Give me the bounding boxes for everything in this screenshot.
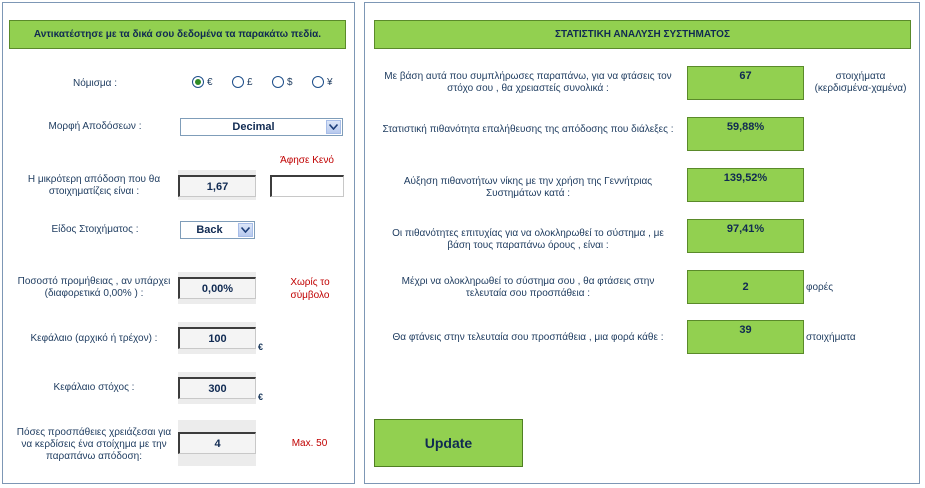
- leave-blank-note: Άφησε Κενό: [280, 155, 334, 166]
- max-note: Max. 50: [291, 438, 328, 449]
- target-input[interactable]: 300: [178, 377, 256, 399]
- bet-type-select[interactable]: Back: [180, 221, 255, 239]
- currency-label: Νόμισμα :: [72, 78, 118, 89]
- odds-format-select[interactable]: Decimal: [180, 118, 343, 136]
- input-panel-header: Αντικατέστησε με τα δικά σου δεδομένα τα παρακάτω πεδία.: [9, 20, 346, 49]
- radio-button[interactable]: [272, 76, 284, 88]
- stat-total-bets-unit: στοιχήματα (κερδισμένα-χαμένα): [814, 71, 907, 94]
- currency-option-yen[interactable]: ¥: [312, 76, 352, 88]
- input-panel: [2, 2, 355, 484]
- radio-button-selected[interactable]: [192, 76, 204, 88]
- stat-total-bets-value: 67: [687, 66, 804, 100]
- euro-icon: €: [258, 392, 264, 402]
- stat-last-attempt-value: 2: [687, 270, 804, 304]
- bet-type-label: Είδος Στοιχήματος :: [51, 224, 139, 235]
- stat-last-attempt-label: Μέχρι να ολοκληρωθεί το σύστημα σου , θα φτάσεις στην τελευταία σου προσπάθεια :: [401, 276, 655, 299]
- stat-last-attempt-unit: φορές: [806, 282, 834, 293]
- min-odds-input[interactable]: 1,67: [178, 175, 256, 197]
- optional-odds-input[interactable]: [270, 175, 344, 197]
- attempts-input[interactable]: 4: [178, 432, 256, 454]
- radio-button[interactable]: [312, 76, 324, 88]
- odds-format-label: Μορφή Αποδόσεων :: [48, 121, 142, 132]
- statistics-panel-header: ΣΤΑΤΙΣΤΙΚΗ ΑΝΑΛΥΣΗ ΣΥΣΤΗΜΑΤΟΣ: [374, 20, 911, 49]
- stat-total-bets-label: Με βάση αυτά που συμπλήρωσες παραπάνω, για να φτάσεις τον στόχο σου , θα χρειαστείς συνολικά :: [384, 71, 672, 94]
- stat-frequency-unit: στοιχήματα: [806, 332, 856, 343]
- currency-option-pound[interactable]: £: [232, 76, 272, 88]
- stat-increase-label: Αύξηση πιθανοτήτων νίκης με την χρήση της Γεννήτριας Συστημάτων κατά :: [403, 176, 653, 199]
- target-label: Κεφάλαιο στόχος :: [53, 382, 135, 393]
- capital-input[interactable]: 100: [178, 327, 256, 349]
- stat-probability-value: 59,88%: [687, 117, 804, 151]
- stat-frequency-value: 39: [687, 320, 804, 354]
- radio-button[interactable]: [232, 76, 244, 88]
- chevron-down-icon[interactable]: [238, 223, 253, 237]
- stat-success-value: 97,41%: [687, 219, 804, 253]
- update-button[interactable]: Update: [374, 419, 523, 467]
- min-odds-label: Η μικρότερη απόδοση που θα στοιχηματίζεις είναι :: [27, 174, 161, 197]
- currency-radio-group: [192, 76, 352, 88]
- commission-label: Ποσοστό προμήθειας , αν υπάρχει (διαφορετικά 0,00% ) :: [17, 276, 171, 299]
- stat-probability-label: Στατιστική πιθανότητα επαλήθευσης της απόδοσης που διάλεξες :: [382, 124, 674, 135]
- attempts-label: Πόσες προσπάθειες χρειάζεσαι για να κερδίσεις ένα στοίχημα με την παραπάνω απόδοση:: [16, 427, 172, 462]
- capital-label: Κεφάλαιο (αρχικό ή τρέχον) :: [30, 333, 158, 344]
- euro-icon: €: [258, 342, 264, 352]
- currency-option-euro[interactable]: €: [192, 76, 232, 88]
- stat-frequency-label: Θα φτάνεις στην τελευταία σου προσπάθεια , μια φορά κάθε :: [392, 332, 664, 343]
- stat-success-label: Οι πιθανότητες επιτυχίας για να ολοκληρωθεί το σύστημα , με βάση τους παραπάνω όρους , είναι :: [392, 228, 664, 251]
- stat-increase-value: 139,52%: [687, 168, 804, 202]
- currency-option-dollar[interactable]: $: [272, 76, 312, 88]
- no-symbol-note: Χωρίς το σύμβολο: [290, 277, 330, 301]
- commission-input[interactable]: 0,00%: [178, 277, 256, 299]
- chevron-down-icon[interactable]: [326, 120, 341, 134]
